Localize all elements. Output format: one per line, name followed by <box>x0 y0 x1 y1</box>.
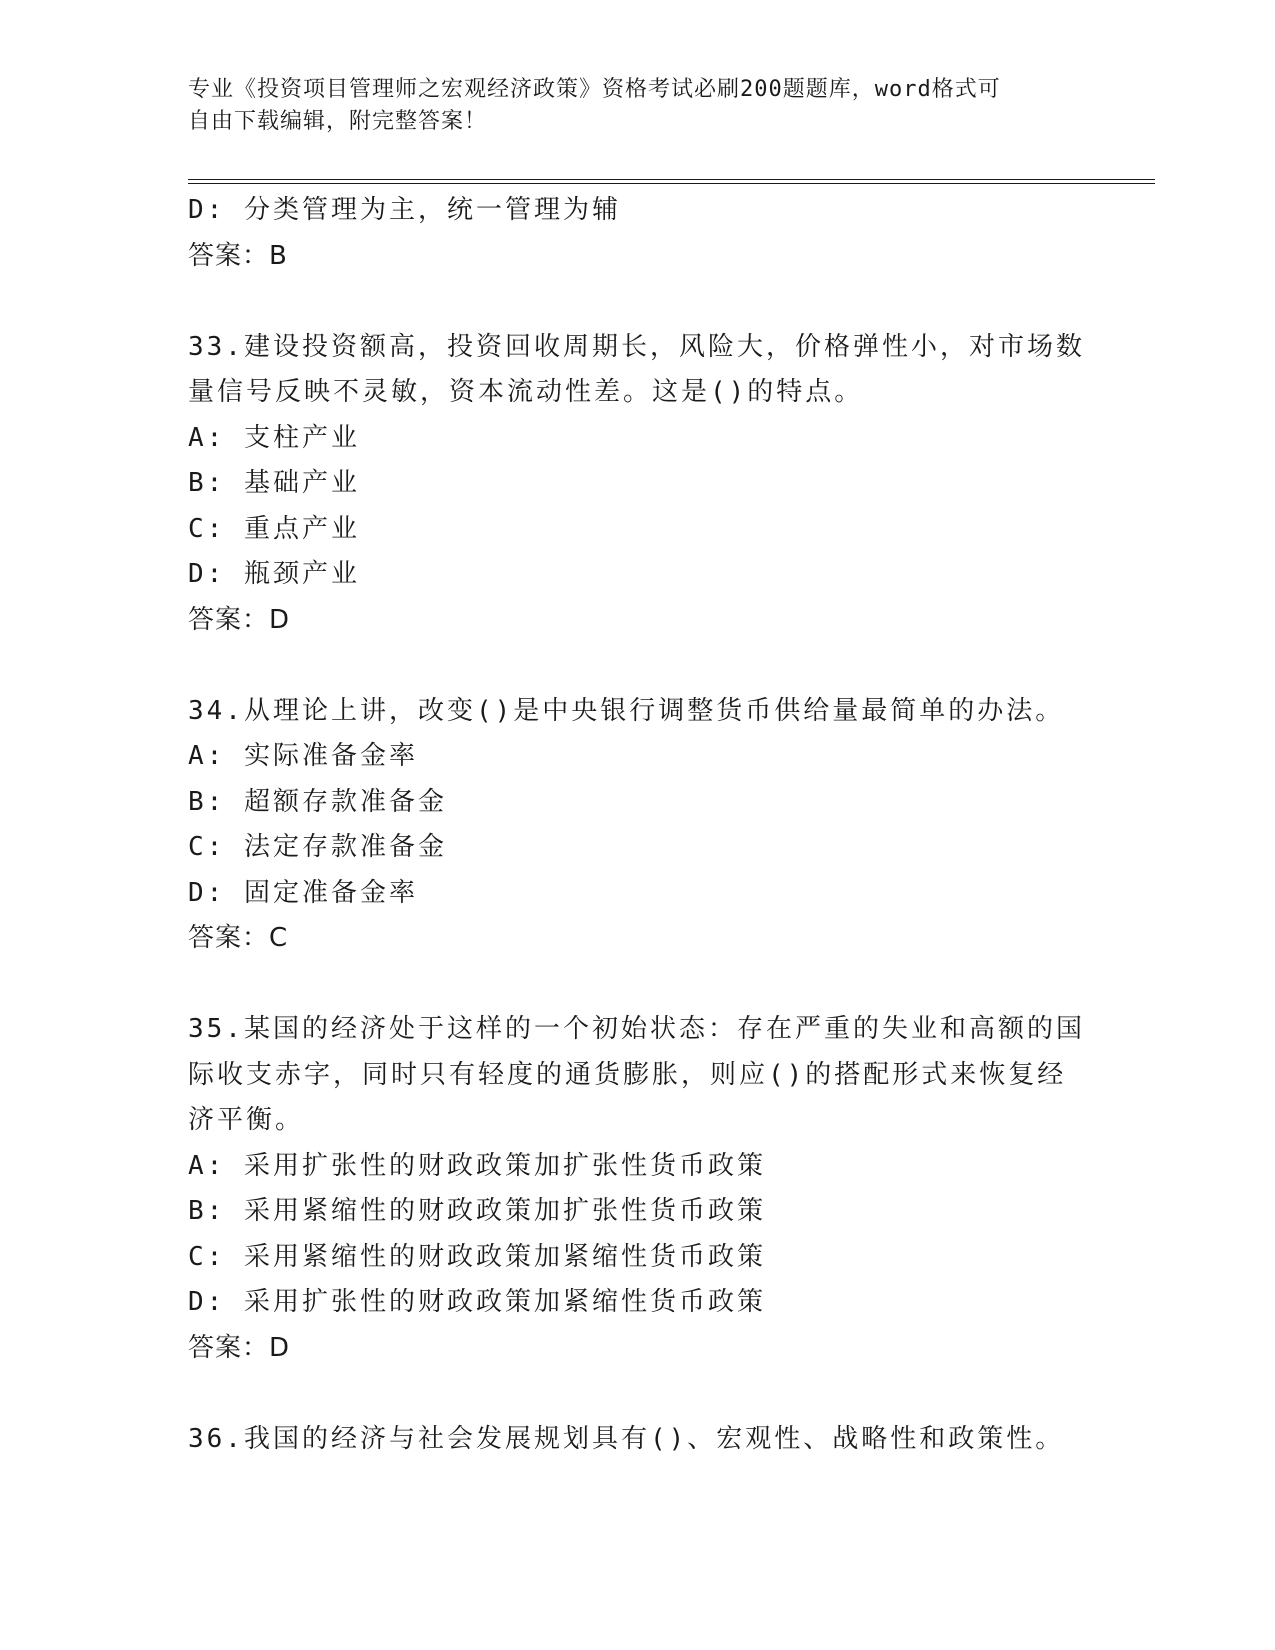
spacer <box>188 962 1088 1008</box>
question-35-option-b: B: 采用紧缩性的财政政策加扩张性货币政策 <box>188 1196 766 1226</box>
question-35-text-line-1: 35.某国的经济处于这样的一个初始状态：存在严重的失业和高额的国 <box>188 1014 1085 1044</box>
question-35-option-a: A: 采用扩张性的财政政策加扩张性货币政策 <box>188 1150 766 1181</box>
question-35-answer: 答案：D <box>188 1332 291 1363</box>
question-34-text-line-1: 34.从理论上讲，改变()是中央银行调整货币供给量最简单的办法。 <box>188 695 1065 726</box>
question-33-option-d: D: 瓶颈产业 <box>188 559 360 589</box>
spacer <box>188 1371 1088 1417</box>
question-34-answer: 答案：C <box>188 923 289 953</box>
question-35-text-line-3: 济平衡。 <box>188 1105 305 1135</box>
question-36-text-line-1: 36.我国的经济与社会发展规划具有()、宏观性、战略性和政策性。 <box>188 1423 1065 1454</box>
question-35-option-c: C: 采用紧缩性的财政政策加紧缩性货币政策 <box>188 1241 766 1272</box>
question-34-option-a: A: 实际准备金率 <box>188 741 418 771</box>
spacer <box>188 279 1088 325</box>
question-34-option-d: D: 固定准备金率 <box>188 877 418 908</box>
header-line-1: 专业《投资项目管理师之宏观经济政策》资格考试必刷200题题库，word格式可 <box>188 77 1001 102</box>
header-rule-top <box>188 179 1155 180</box>
header-line-2: 自由下载编辑，附完整答案！ <box>188 109 488 134</box>
question-36 <box>188 1417 1088 1463</box>
question-list <box>188 188 1088 1462</box>
question-33-text-line-2: 量信号反映不灵敏，资本流动性差。这是()的特点。 <box>188 377 864 407</box>
question-33-text-line-1: 33.建设投资额高，投资回收周期长，风险大，价格弹性小，对市场数 <box>188 331 1085 362</box>
prev-answer: 答案：B <box>188 240 288 271</box>
question-35-option-d: D: 采用扩张性的财政政策加紧缩性货币政策 <box>188 1287 766 1317</box>
question-33 <box>188 325 1088 644</box>
question-33-answer: 答案：D <box>188 604 291 635</box>
document-header <box>188 74 1068 138</box>
spacer <box>188 643 1088 689</box>
question-34-option-c: C: 法定存款准备金 <box>188 832 447 862</box>
question-34 <box>188 689 1088 962</box>
question-33-option-b: B: 基础产业 <box>188 468 360 498</box>
question-33-option-a: A: 支柱产业 <box>188 422 360 453</box>
question-35-text-line-2: 际收支赤字，同时只有轻度的通货膨胀，则应()的搭配形式来恢复经 <box>188 1059 1067 1090</box>
prev-option-d: D: 分类管理为主，统一管理为辅 <box>188 195 621 225</box>
question-33-option-c: C: 重点产业 <box>188 513 360 544</box>
header-rule-bottom <box>188 183 1155 184</box>
question-35 <box>188 1007 1088 1371</box>
question-34-option-b: B: 超额存款准备金 <box>188 786 447 817</box>
